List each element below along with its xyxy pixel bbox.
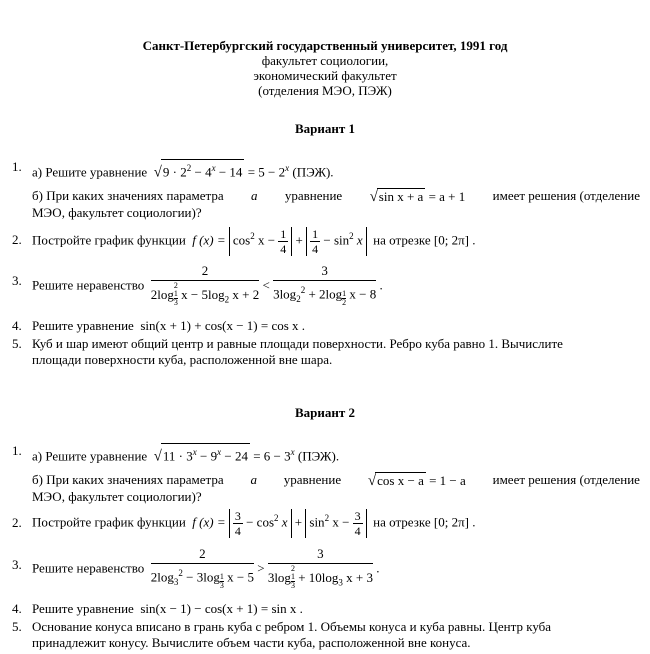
problem-text: уравнение [283, 472, 342, 488]
problem-text: площади поверхности куба, расположенной вне шара. [32, 352, 333, 367]
variant-1-problem-5 [12, 336, 640, 370]
formula-exponent: x [285, 163, 290, 173]
variant-2-problem-3 [12, 546, 640, 596]
formula-exponent: 2 [186, 163, 192, 173]
formula-exponent: 2 [173, 281, 178, 290]
header-faculty-1: факультет социологии, [261, 53, 389, 68]
formula: sin(x − 1) − cos(x + 1) = sin x . [140, 601, 303, 616]
problem-text: Основание конуса вписано в грань куба с ребром 1. Объемы конуса и куба равны. Центр куба [32, 619, 552, 634]
formula: − 24 [221, 448, 248, 464]
formula: = 5 − 2 [244, 164, 286, 180]
variant-2-problem-4 [12, 601, 640, 617]
formula-exponent: 2 [178, 568, 183, 579]
problem-text: уравнение [284, 188, 343, 204]
formula: 3log [267, 570, 291, 585]
formula: a [250, 472, 257, 488]
fraction-denominator [268, 564, 373, 591]
log-base: 1 [173, 289, 178, 298]
log-base: 2 [224, 294, 230, 305]
formula: = 6 − 3 [249, 448, 291, 464]
formula: x − 5 [223, 569, 254, 585]
problem-text: (ПЭЖ). [297, 448, 340, 464]
formula: x − [329, 514, 350, 530]
formula: . [376, 560, 380, 576]
header-departments: (отделения МЭО, ПЭЖ) [258, 83, 392, 98]
formula: + 2log [305, 286, 343, 302]
log-base: 3 [338, 577, 343, 588]
formula-exponent: 2 [250, 231, 255, 242]
formula: . [379, 277, 383, 293]
formula: 11 · 3 [162, 448, 193, 464]
formula: + 10log [294, 570, 339, 585]
formula: f (x) = [192, 232, 226, 248]
formula: = 1 − a [425, 473, 466, 489]
formula: x − 5log [177, 287, 225, 302]
formula: > [257, 560, 265, 576]
formula: x − 8 [346, 286, 377, 302]
fraction-numerator: 3 [354, 509, 361, 523]
header-faculty-2: экономический факультет [253, 68, 397, 83]
formula: a [250, 188, 258, 204]
formula: 2log [150, 287, 174, 302]
formula: < [262, 277, 270, 293]
fraction-numerator: 2 [151, 546, 254, 564]
problem-text: Решите уравнение [32, 601, 134, 616]
fraction-numerator: 3 [273, 263, 376, 281]
fraction-numerator: 1 [312, 227, 319, 241]
formula-exponent: x [290, 447, 295, 457]
variant-1-problem-2 [12, 227, 640, 255]
log-base: 3 [173, 298, 178, 307]
problem-number: 3. [12, 273, 22, 288]
problem-text: Решите уравнение [32, 318, 134, 333]
fraction-numerator: 3 [234, 509, 241, 523]
formula-exponent: 2 [290, 564, 295, 573]
fraction-denominator [151, 281, 259, 308]
formula: x − [254, 232, 276, 248]
formula: − 14 [215, 164, 243, 180]
formula: x + 2 [229, 287, 260, 302]
log-base: 3 [173, 577, 179, 588]
formula-exponent: x [217, 447, 222, 457]
problem-text: принадлежит конусу. Вычислите объем части куба, расположенной вне конуса. [32, 635, 471, 650]
variant-2-problem-5 [12, 619, 640, 653]
formula: f (x) = [192, 514, 226, 530]
formula: cos [232, 232, 251, 248]
fraction-numerator: 2 [151, 263, 259, 281]
problem-number: 4. [12, 601, 22, 616]
formula: x + 3 [342, 570, 373, 585]
problem-text: МЭО, факультет социологии)? [32, 489, 202, 505]
fraction-numerator: 1 [280, 227, 287, 241]
problem-text: Решите неравенство [32, 560, 145, 576]
formula-exponent: x [211, 163, 216, 173]
variant-2-problem-2 [12, 509, 640, 539]
variant-1-problem-1: 1. а) Решите уравнение $√9 \cdot 2^2 - 4^x - 14 = 5 - 2^x$ (ПЭЖ). б) При каких значениях параметра a уравнение √sin x + a = a + 1 имеет решения (отделение МЭО, факультет социологии)? [12, 159, 640, 221]
formula: − 9 [196, 448, 218, 464]
fraction-denominator: 4 [354, 524, 361, 538]
problem-number: 2. [12, 232, 22, 247]
problem-number: 5. [12, 619, 22, 634]
formula: sin(x + 1) + cos(x − 1) = cos x . [140, 318, 306, 333]
problem-text: Постройте график функции [32, 514, 186, 530]
problem-text: имеет решения (отделение [492, 188, 640, 204]
variant-2-title: Вариант 2 [294, 405, 356, 420]
problem-text: Решите неравенство [32, 277, 145, 293]
problem-text: на отрезке [0; 2π] . [373, 232, 476, 248]
fraction-denominator: 4 [312, 242, 319, 256]
formula-exponent: 2 [324, 513, 330, 524]
problem-text: б) При каких значениях параметра [32, 472, 224, 488]
problem-text: имеет решения (отделение [492, 472, 640, 488]
formula-exponent: 2 [349, 231, 354, 242]
problem-number: 1. [12, 443, 22, 458]
problem-text: б) При каких значениях параметра [32, 188, 224, 204]
formula-exponent: 2 [300, 285, 306, 296]
variant-1-problem-3 [12, 263, 640, 313]
variant-1-title: Вариант 1 [294, 121, 356, 136]
variant-1-problem-4 [12, 318, 640, 334]
formula-exponent: 2 [274, 513, 279, 524]
problem-text: на отрезке [0; 2π] . [373, 514, 476, 530]
problem-number: 5. [12, 336, 22, 351]
log-base: 1 [290, 572, 295, 581]
log-base: 2 [342, 297, 347, 307]
problem-number: 4. [12, 318, 22, 333]
problem-text: (ПЭЖ). [292, 164, 334, 180]
log-base: 3 [290, 581, 295, 590]
log-base: 3 [219, 580, 224, 590]
problem-text: а) Решите уравнение [32, 164, 148, 180]
formula: − 4 [191, 164, 212, 180]
formula: + [294, 514, 303, 530]
problem-text: Постройте график функции [32, 232, 186, 248]
problem-text: Куб и шар имеют общий центр и равные площади поверхности. Ребро куба равно 1. Вычислите [32, 336, 563, 351]
formula: − 3log [182, 569, 220, 585]
formula: = a + 1 [425, 189, 466, 205]
formula: − cos [242, 514, 275, 530]
fraction-denominator: 4 [234, 524, 241, 538]
formula: x [278, 514, 288, 530]
problem-text: а) Решите уравнение [32, 448, 148, 464]
fraction-denominator: 4 [280, 242, 287, 256]
university-title: Санкт-Петербургский государственный университет, 1991 год [142, 38, 508, 53]
fraction-numerator: 3 [268, 546, 373, 564]
log-base: 2 [296, 294, 301, 305]
fraction-denominator [273, 281, 376, 307]
fraction-denominator [151, 564, 254, 590]
variant-2-problem-1: 1. а) Решите уравнение $√11 \cdot 3^x - 9^x - 24 = 6 - 3^x$ (ПЭЖ). б) При каких значениях параметра a уравнение √cos x − a = 1 − a имеет решения (отделение МЭО, факультет социологии)? [12, 443, 640, 505]
formula: 9 · 2 [162, 164, 187, 180]
formula: 2log [150, 569, 174, 585]
formula: cos x − a [377, 473, 424, 489]
problem-number: 3. [12, 557, 22, 572]
formula-exponent: x [192, 447, 197, 457]
formula: sin [309, 514, 325, 530]
formula: − sin [320, 232, 350, 248]
problem-number: 1. [12, 159, 22, 174]
formula: 3log [273, 286, 297, 302]
formula: sin x + a [378, 189, 424, 205]
document-header [0, 38, 650, 98]
formula: x [353, 232, 363, 248]
log-base: 1 [219, 571, 224, 581]
formula: + [295, 232, 303, 248]
problem-text: МЭО, факультет социологии)? [32, 205, 202, 221]
problem-number: 2. [12, 515, 22, 530]
log-base: 1 [342, 288, 347, 298]
